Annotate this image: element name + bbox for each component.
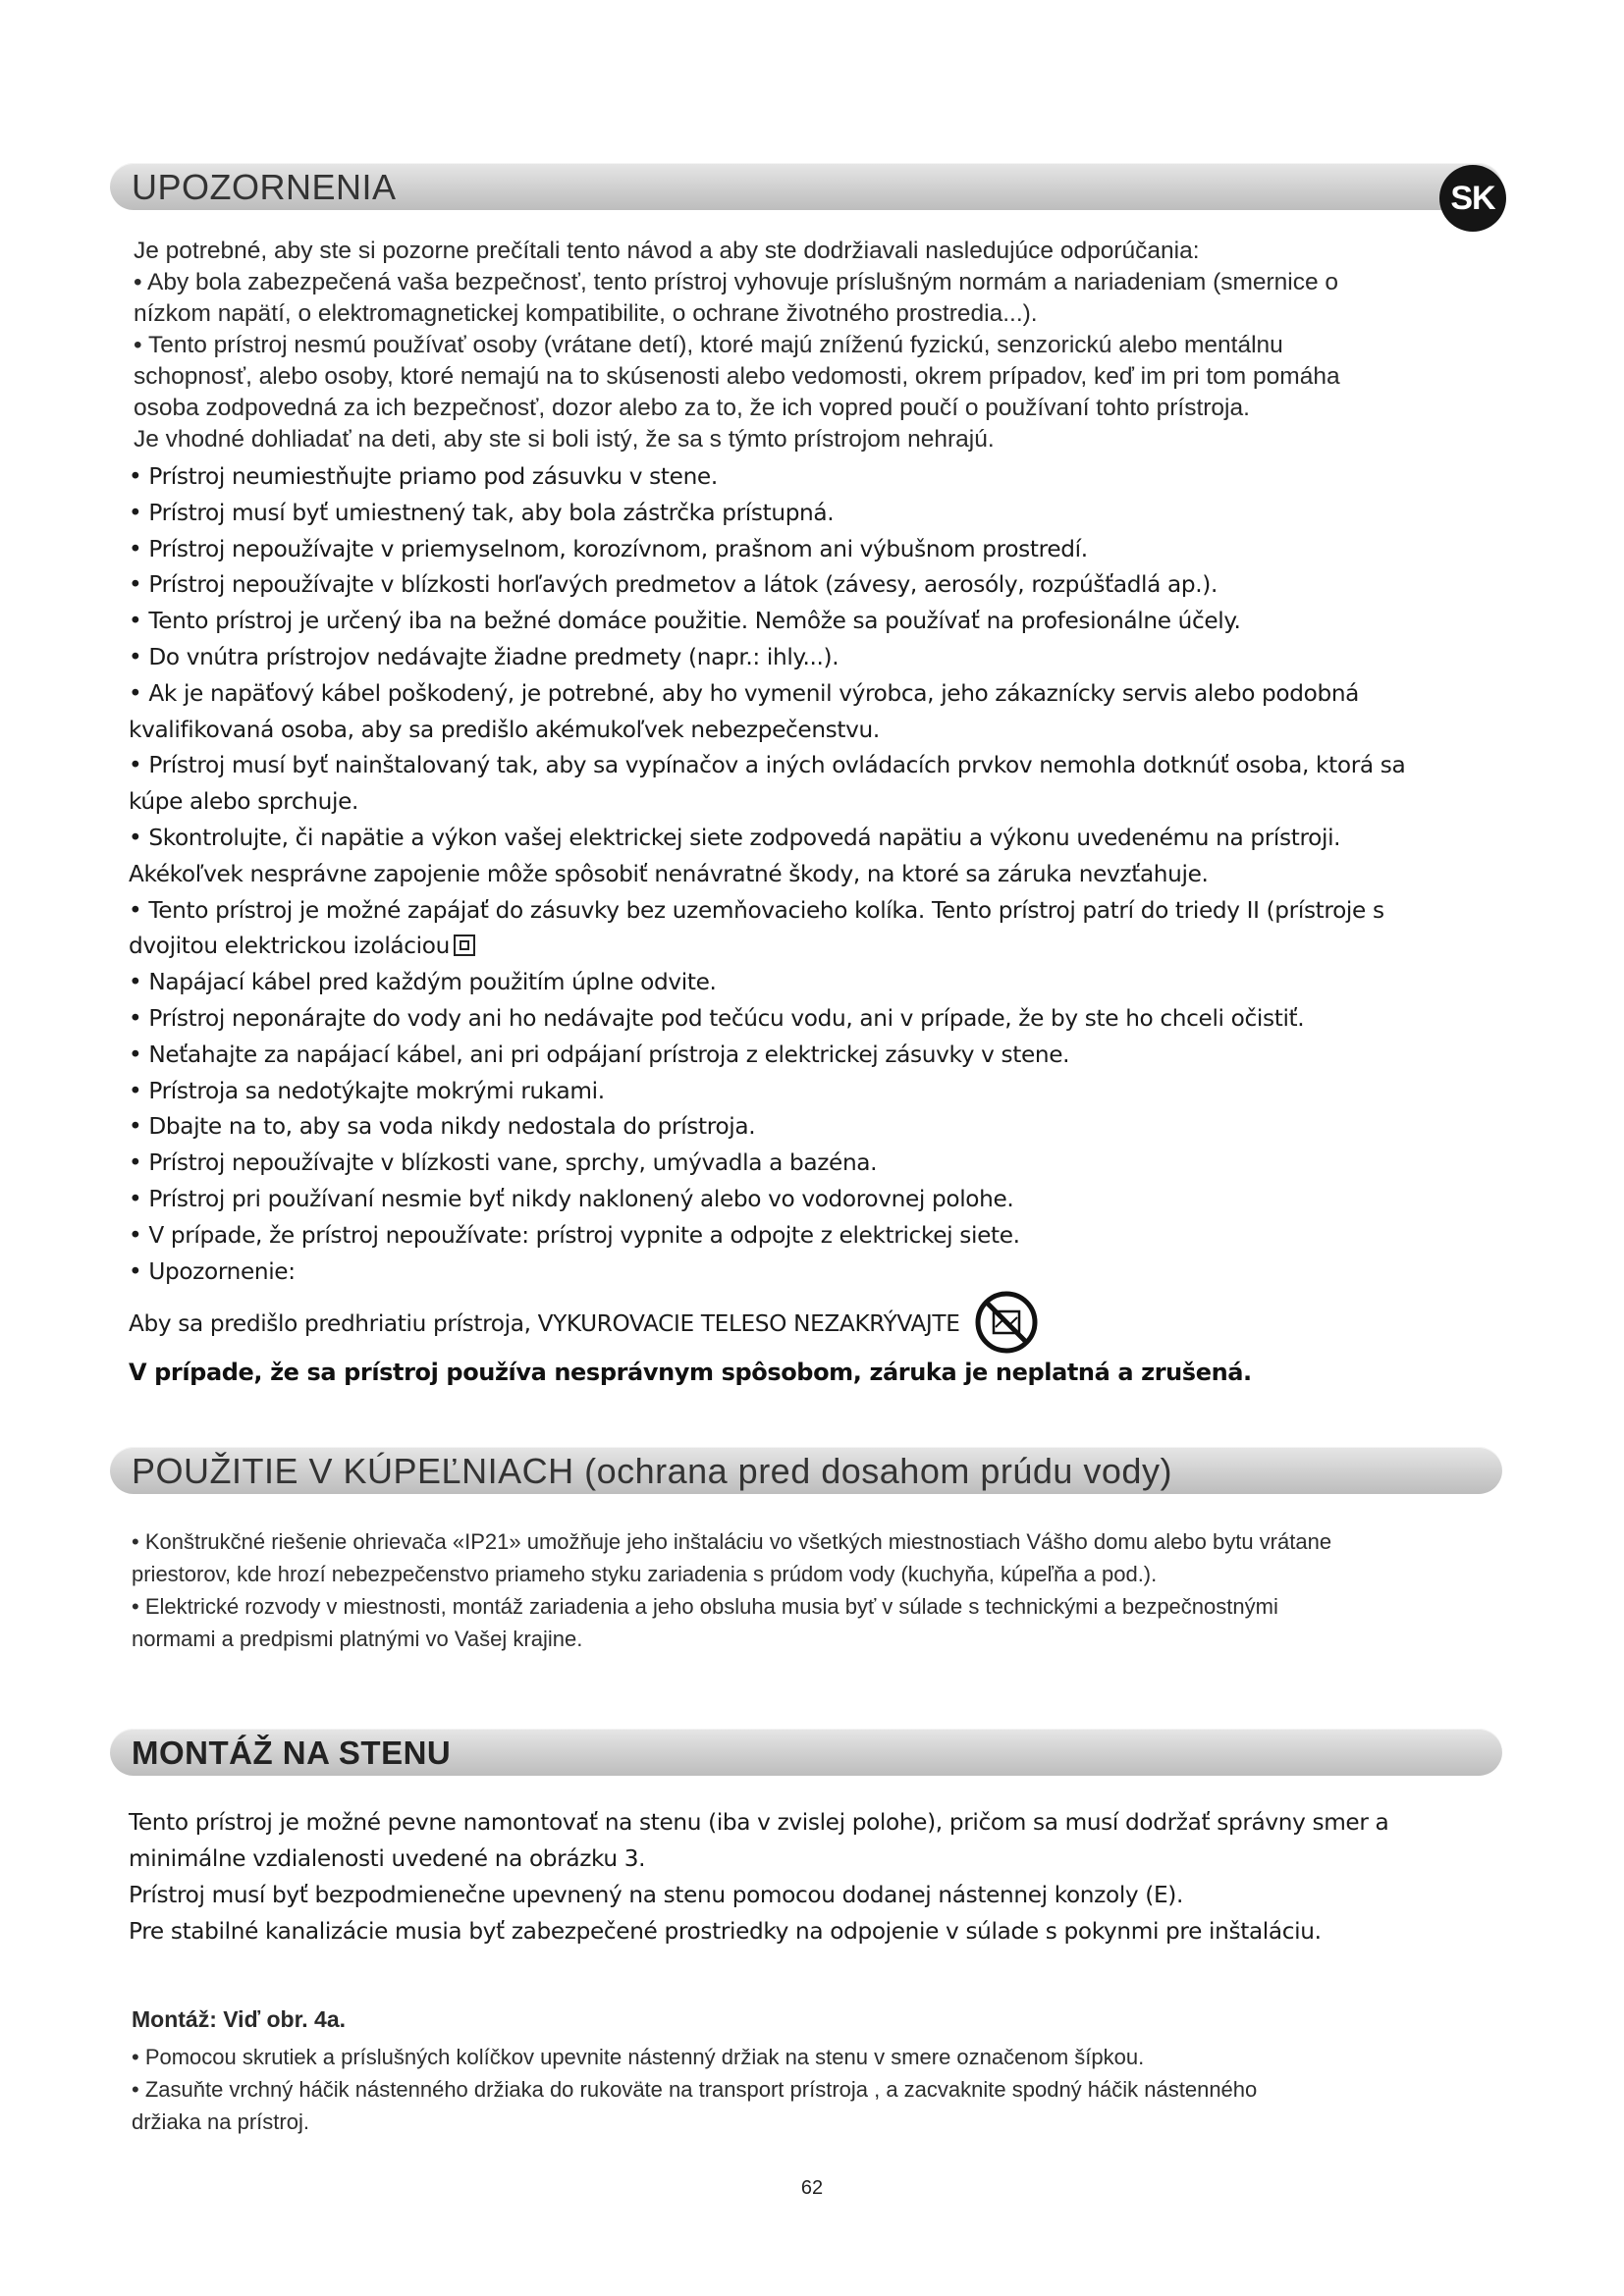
warning-item: • Tento prístroj je určený iba na bežné domáce použitie. Nemôže sa používať na profesionálne účely. bbox=[129, 608, 1241, 635]
warning-item: • Upozornenie: bbox=[129, 1257, 296, 1285]
warning-item: kúpe alebo sprchuje. bbox=[129, 788, 359, 816]
mounting-steps bbox=[132, 2041, 1526, 2138]
warning-item: • Prístroja sa nedotýkajte mokrými rukami. bbox=[129, 1077, 605, 1104]
intro-line: Je vhodné dohliadať na deti, aby ste si boli istý, že sa s týmto prístrojom nehrajú. bbox=[134, 426, 995, 453]
wall-mount-line: Pre stabilné kanalizácie musia byť zabezpečené prostriedky na odpojenie v súlade s pokynmi pre inštaláciu. bbox=[129, 1918, 1322, 1945]
warning-item: kvalifikovaná osoba, aby sa predišlo akémukoľvek nebezpečenstvu. bbox=[129, 716, 880, 743]
warning-item: • Prístroj musí byť umiestnený tak, aby bola zástrčka prístupná. bbox=[129, 499, 835, 526]
warning-item-no-cover bbox=[129, 1290, 1503, 1355]
warning-item: • Do vnútra prístrojov nedávajte žiadne predmety (napr.: ihly...). bbox=[129, 643, 839, 670]
warnings-list bbox=[129, 459, 1503, 1355]
warranty-note: V prípade, že sa prístroj používa nesprávnym spôsobom, záruka je neplatná a zrušená. bbox=[129, 1359, 1252, 1386]
warning-item: • Prístroj neponárajte do vody ani ho nedávajte pod tečúcu vodu, ani v prípade, že by ste ho chceli očistiť. bbox=[129, 1004, 1305, 1032]
warning-item-class2 bbox=[129, 929, 1503, 965]
mounting-step: • Pomocou skrutiek a príslušných kolíčkov upevnite nástenný držiak na stenu v smere označenom šípkou. bbox=[132, 2045, 1145, 2069]
warning-item: • Prístroj nepoužívajte v blízkosti vane, sprchy, umývadla a bazéna. bbox=[129, 1149, 878, 1177]
warning-text: Aby sa predišlo predhriatiu prístroja, VYKUROVACIE TELESO NEZAKRÝVAJTE bbox=[129, 1310, 960, 1338]
warning-item: • Skontrolujte, či napätie a výkon vašej elektrickej siete zodpovedá napätiu a výkonu uvedenému na prístroji. bbox=[129, 824, 1341, 851]
bathroom-line: • Elektrické rozvody v miestnosti, montáž zariadenia a jeho obsluha musia byť v súlade s technickými a bezpečnostnými bbox=[132, 1594, 1278, 1619]
warning-item: • Prístroj musí byť nainštalovaný tak, aby sa vypínačov a iných ovládacích prvkov nemohla dotknúť osoba, ktorá sa bbox=[129, 752, 1406, 779]
warning-text: dvojitou elektrickou izoláciou bbox=[129, 933, 450, 960]
bathroom-line: priestorov, kde hrozí nebezpečenstvo priameho styku zariadenia s prúdom vody (kuchyňa, kúpeľňa a pod.). bbox=[132, 1562, 1158, 1586]
double-insulation-icon bbox=[454, 934, 475, 956]
language-badge: SK bbox=[1439, 165, 1506, 232]
section-header-bathroom bbox=[110, 1447, 1502, 1494]
bathroom-line: • Konštrukčné riešenie ohrievača «IP21» umožňuje jeho inštaláciu vo všetkých miestnostiach Vášho domu alebo bytu vrátane bbox=[132, 1529, 1332, 1554]
page-number: 62 bbox=[800, 2177, 824, 2199]
intro-line: • Tento prístroj nesmú používať osoby (vrátane detí), ktoré majú zníženú fyzickú, senzorickú alebo mentálnu bbox=[134, 332, 1283, 358]
warning-item: • Prístroj nepoužívajte v priemyselnom, korozívnom, prašnom ani výbušnom prostredí. bbox=[129, 535, 1088, 562]
warning-item: • Neťahajte za napájací kábel, ani pri odpájaní prístroja z elektrickej zásuvky v stene. bbox=[129, 1041, 1070, 1068]
intro-line: schopnosť, alebo osoby, ktoré nemajú na to skúsenosti alebo vedomosti, okrem prípadov, keď im pri tom pomáha bbox=[134, 363, 1340, 390]
mounting-step: držiaka na prístroj. bbox=[132, 2109, 309, 2134]
section-header-wall-mount bbox=[110, 1729, 1502, 1776]
wall-mount-text bbox=[129, 1804, 1503, 1949]
section-header-warnings bbox=[110, 163, 1502, 210]
warning-item: Akékoľvek nesprávne zapojenie môže spôsobiť nenávratné škody, na ktoré sa záruka nevzťahuje. bbox=[129, 860, 1209, 887]
mounting-heading: Montáž: Viď obr. 4a. bbox=[132, 2006, 347, 2032]
warning-item: • Prístroj neumiestňujte priamo pod zásuvku v stene. bbox=[129, 463, 718, 490]
intro-block bbox=[134, 236, 1508, 455]
warning-item: • Ak je napäťový kábel poškodený, je potrebné, aby ho vymenil výrobca, jeho zákaznícky servis alebo podobná bbox=[129, 679, 1360, 707]
warning-item: • Tento prístroj je možné zapájať do zásuvky bez uzemňovacieho kolíka. Tento prístroj patrí do triedy II (prístroje s bbox=[129, 896, 1384, 924]
warning-item: • Prístroj pri používaní nesmie byť nikdy naklonený alebo vo vodorovnej polohe. bbox=[129, 1185, 1014, 1212]
bathroom-line: normami a predpismi platnými vo Vašej krajine. bbox=[132, 1627, 583, 1651]
warning-item: • V prípade, že prístroj nepoužívate: prístroj vypnite a odpojte z elektrickej siete. bbox=[129, 1221, 1020, 1249]
intro-line: osoba zodpovedná za ich bezpečnosť, dozor alebo za to, že ich vopred poučí o používaní tohto prístroja. bbox=[134, 395, 1250, 421]
intro-line: nízkom napätí, o elektromagnetickej kompatibilite, o ochrane životného prostredia...). bbox=[134, 300, 1038, 327]
warning-item: • Dbajte na to, aby sa voda nikdy nedostala do prístroja. bbox=[129, 1113, 756, 1141]
wall-mount-line: Prístroj musí byť bezpodmienečne upevnený na stenu pomocou dodanej nástennej konzoly (E). bbox=[129, 1882, 1184, 1908]
do-not-cover-icon bbox=[974, 1290, 1039, 1355]
wall-mount-line: minimálne vzdialenosti uvedené na obrázku 3. bbox=[129, 1845, 646, 1872]
bathroom-text bbox=[132, 1525, 1526, 1655]
section-title-wall-mount: MONTÁŽ NA STENU bbox=[132, 1735, 452, 1771]
section-title-warnings: UPOZORNENIA bbox=[132, 167, 397, 207]
intro-line: • Aby bola zabezpečená vaša bezpečnosť, tento prístroj vyhovuje príslušným normám a nariadeniam (smernice o bbox=[134, 269, 1339, 295]
intro-line: Je potrebné, aby ste si pozorne prečítali tento návod a aby ste dodržiavali nasledujúce odporúčania: bbox=[134, 238, 1200, 264]
warning-item: • Napájací kábel pred každým použitím úplne odvite. bbox=[129, 969, 717, 996]
wall-mount-line: Tento prístroj je možné pevne namontovať na stenu (iba v zvislej polohe), pričom sa musí dodržať správny smer a bbox=[129, 1809, 1389, 1836]
warning-item: • Prístroj nepoužívajte v blízkosti horľavých predmetov a látok (závesy, aerosóly, rozpúšťadlá ap.). bbox=[129, 571, 1218, 599]
mounting-step: • Zasuňte vrchný háčik nástenného držiaka do rukoväte na transport prístroja , a zacvaknite spodný háčik nástenného bbox=[132, 2077, 1258, 2102]
section-title-bathroom: POUŽITIE V KÚPEĽNIACH (ochrana pred dosahom prúdu vody) bbox=[132, 1451, 1172, 1491]
